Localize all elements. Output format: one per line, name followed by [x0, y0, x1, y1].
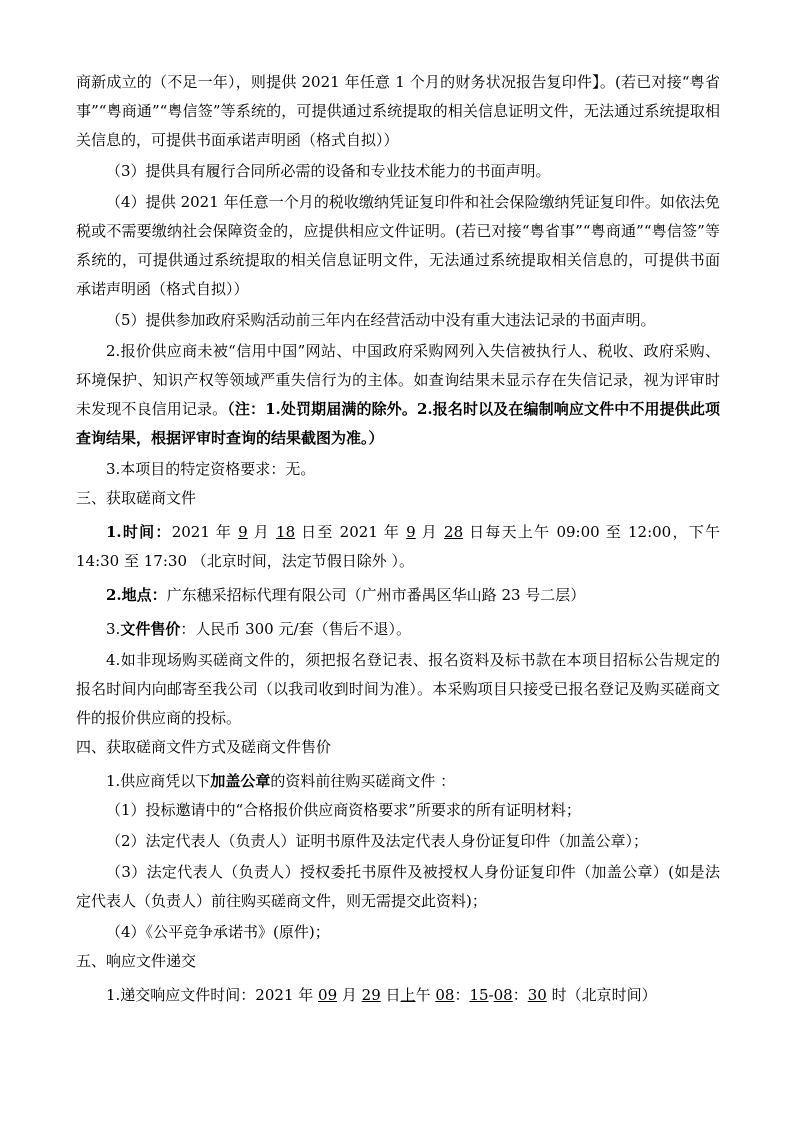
paragraph-credit-requirement: [76, 337, 720, 453]
paragraph-price: [76, 615, 720, 644]
time-text-a: 2021 年: [171, 523, 239, 541]
time-text-e: 日每天上午 09:00 至 12:00，下午 14:30 至 17:30 （北京时间，法定节假日除外 ）。: [76, 523, 720, 570]
time-label: 1.时间：: [106, 523, 172, 541]
time-text-c: 日至 2021 年: [295, 523, 407, 541]
time-day-2: 28: [444, 523, 464, 541]
location-text: 广东穗采招标代理有限公司（广州市番禺区华山路 23 号二层）: [166, 586, 586, 604]
time-text-d: 月: [415, 523, 445, 541]
paragraph-time: [76, 518, 720, 576]
price-prefix: 3.: [106, 620, 121, 638]
paragraph-material-4: （4）《公平竞争承诺书》(原件)；: [106, 923, 330, 941]
paragraph-material-1: （1）投标邀请中的“合格报价供应商资格要求”所要求的所有证明材料；: [106, 801, 581, 819]
submit-hour-1: 08: [435, 986, 455, 1004]
paragraph-no-violation-statement: （5）提供参加政府采购活动前三年内在经营活动中没有重大违法记录的书面声明。: [106, 311, 656, 329]
submit-colon-2: ：: [512, 986, 528, 1004]
section-heading-obtain-documents: 三、获取磋商文件: [76, 489, 197, 507]
stamped-text-b: 的资料前往购买磋商文件 ：: [270, 772, 456, 790]
section-heading-purchase-method: 四、获取磋商文件方式及磋商文件售价: [76, 738, 332, 756]
paragraph-mail-purchase: 4.如非现场购买磋商文件的，须把报名登记表、报名资料及标书款在本项目招标公告规定的报名时间内向邮寄至我公司（以我司收到时间为准）。本采购项目只接受已报名登记及购买磋商文件的报价供应商的投标。: [76, 651, 720, 727]
paragraph-material-3: （3）法定代表人（负责人）授权委托书原件及被授权人身份证复印件（加盖公章）(如是法定代表人（负责人）前往购买磋商文件，则无需提交此资料)；: [76, 863, 720, 910]
section-heading-submission: 五、响应文件递交: [76, 952, 197, 970]
paragraph-submission-time: [76, 981, 720, 1010]
submit-text-e: 时（北京时间）: [546, 986, 657, 1004]
time-month-2: 9: [406, 523, 416, 541]
paragraph-tax-social-security: （4）提供 2021 年任意一个月的税收缴纳凭证复印件和社会保险缴纳凭证复印件。如依法免税或不需要缴纳社会保障资金的，应提供相应文件证明。(若已对接“粤省事”“粤商通”“粤信签”等系统的，可提供通过系统提取的相关信息证明文件，无法通过系统提取相关信息的，可提供书面承诺声明函（格式自拟））: [76, 193, 720, 298]
submit-text-c: 日: [380, 986, 401, 1004]
submit-text-d: 午: [415, 986, 436, 1004]
submit-colon-1: ：: [454, 986, 470, 1004]
credit-requirement-note: （注：1.处罚期届满的除外。2.报名时以及在编制响应文件中不用提供此项查询结果，根据评审时查询的结果截图为准。）: [76, 400, 720, 447]
time-text-b: 月: [247, 523, 277, 541]
submit-month: 09: [318, 986, 338, 1004]
time-day-1: 18: [276, 523, 296, 541]
paragraph-special-qualification: 3.本项目的特定资格要求：无。: [106, 460, 316, 478]
paragraph-financial-report: 商新成立的（不足一年），则提供 2021 年任意 1 个月的财务状况报告复印件】。(若已对接“粤省事”“粤商通”“粤信签”等系统的，可提供通过系统提取的相关信息证明文件，无法通过系统提取相关信息的，可提供书面承诺声明函（格式自拟））: [76, 73, 720, 149]
document-page: [76, 68, 720, 1010]
location-label: 2.地点：: [106, 586, 167, 604]
submit-minute-2: 30: [527, 986, 547, 1004]
stamped-text-bold: 加盖公章: [210, 772, 271, 790]
paragraph-location: [76, 581, 720, 610]
submit-am: 上: [400, 986, 416, 1004]
price-label: 文件售价: [120, 620, 181, 638]
submit-minute-1: 15: [469, 986, 489, 1004]
credit-requirement-text: 2.报价供应商未被“信用中国”网站、中国政府采购网列入失信被执行人、税收、政府采购、环境保护、知识产权等领域严重失信行为的主体。如查询结果未显示存在失信记录，视为评审时未发现不良信用记录。: [76, 342, 720, 418]
submit-hour-2: 08: [493, 986, 513, 1004]
paragraph-stamped-materials: [76, 767, 720, 796]
time-month-1: 9: [238, 523, 248, 541]
submit-text-a: 1.递交响应文件时间：2021 年: [106, 986, 319, 1004]
price-text: ：人民币 300 元/套（售后不退）。: [180, 620, 412, 638]
submit-text-b: 月: [337, 986, 362, 1004]
stamped-text-a: 1.供应商凭以下: [106, 772, 211, 790]
paragraph-material-2: （2）法定代表人（负责人）证明书原件及法定代表人身份证复印件（加盖公章）；: [106, 832, 649, 850]
submit-dash: -: [488, 986, 494, 1004]
paragraph-equipment-statement: （3）提供具有履行合同所必需的设备和专业技术能力的书面声明。: [106, 162, 551, 180]
submit-day: 29: [361, 986, 381, 1004]
